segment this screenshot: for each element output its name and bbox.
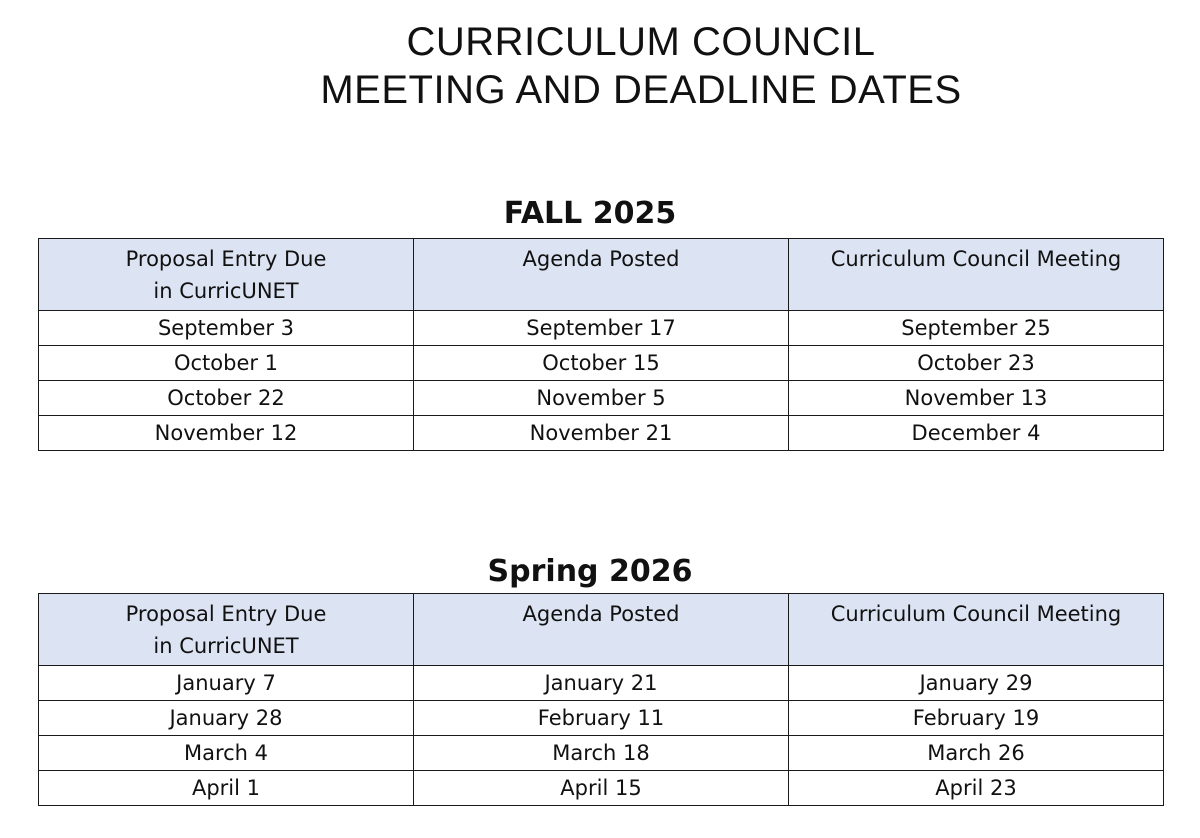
table-row [39, 381, 1164, 416]
fall-header-row [39, 239, 1164, 311]
fall-agenda-date: November 21 [414, 416, 789, 451]
fall-schedule-table [38, 238, 1164, 451]
spring-proposal-date: April 1 [39, 771, 414, 806]
fall-meeting-date: December 4 [789, 416, 1164, 451]
fall-header-proposal-line-2: in CurricUNET [153, 279, 299, 303]
document-title-line-2: MEETING AND DEADLINE DATES [320, 68, 962, 112]
spring-agenda-date: April 15 [414, 771, 789, 806]
spring-header-council-meeting: Curriculum Council Meeting [789, 594, 1164, 666]
spring-header-proposal-line-1: Proposal Entry Due [125, 602, 327, 626]
fall-proposal-date: November 12 [39, 416, 414, 451]
table-row [39, 416, 1164, 451]
fall-header-proposal-line-1: Proposal Entry Due [125, 247, 327, 271]
table-row [39, 736, 1164, 771]
fall-agenda-date: September 17 [414, 311, 789, 346]
fall-header-proposal-entry-due [39, 239, 414, 311]
spring-proposal-date: January 28 [39, 701, 414, 736]
table-row [39, 311, 1164, 346]
spring-meeting-date: April 23 [789, 771, 1164, 806]
spring-header-agenda-posted: Agenda Posted [414, 594, 789, 666]
spring-schedule-table [38, 593, 1164, 806]
table-row [39, 346, 1164, 381]
spring-meeting-date: February 19 [789, 701, 1164, 736]
fall-agenda-date: October 15 [414, 346, 789, 381]
spring-proposal-date: March 4 [39, 736, 414, 771]
fall-header-council-meeting: Curriculum Council Meeting [789, 239, 1164, 311]
fall-proposal-date: October 22 [39, 381, 414, 416]
spring-proposal-date: January 7 [39, 666, 414, 701]
spring-agenda-date: January 21 [414, 666, 789, 701]
spring-header-proposal-entry-due [39, 594, 414, 666]
spring-meeting-date: January 29 [789, 666, 1164, 701]
fall-agenda-date: November 5 [414, 381, 789, 416]
spring-agenda-date: March 18 [414, 736, 789, 771]
spring-agenda-date: February 11 [414, 701, 789, 736]
fall-meeting-date: October 23 [789, 346, 1164, 381]
fall-proposal-date: September 3 [39, 311, 414, 346]
fall-section-heading: FALL 2025 [503, 196, 677, 231]
spring-section-heading: Spring 2026 [487, 554, 693, 589]
spring-header-row [39, 594, 1164, 666]
table-row [39, 701, 1164, 736]
document-title-line-1: CURRICULUM COUNCIL [406, 20, 876, 64]
spring-meeting-date: March 26 [789, 736, 1164, 771]
fall-header-agenda-posted: Agenda Posted [414, 239, 789, 311]
table-row [39, 666, 1164, 701]
fall-proposal-date: October 1 [39, 346, 414, 381]
fall-meeting-date: September 25 [789, 311, 1164, 346]
spring-header-proposal-line-2: in CurricUNET [153, 634, 299, 658]
fall-meeting-date: November 13 [789, 381, 1164, 416]
table-row [39, 771, 1164, 806]
